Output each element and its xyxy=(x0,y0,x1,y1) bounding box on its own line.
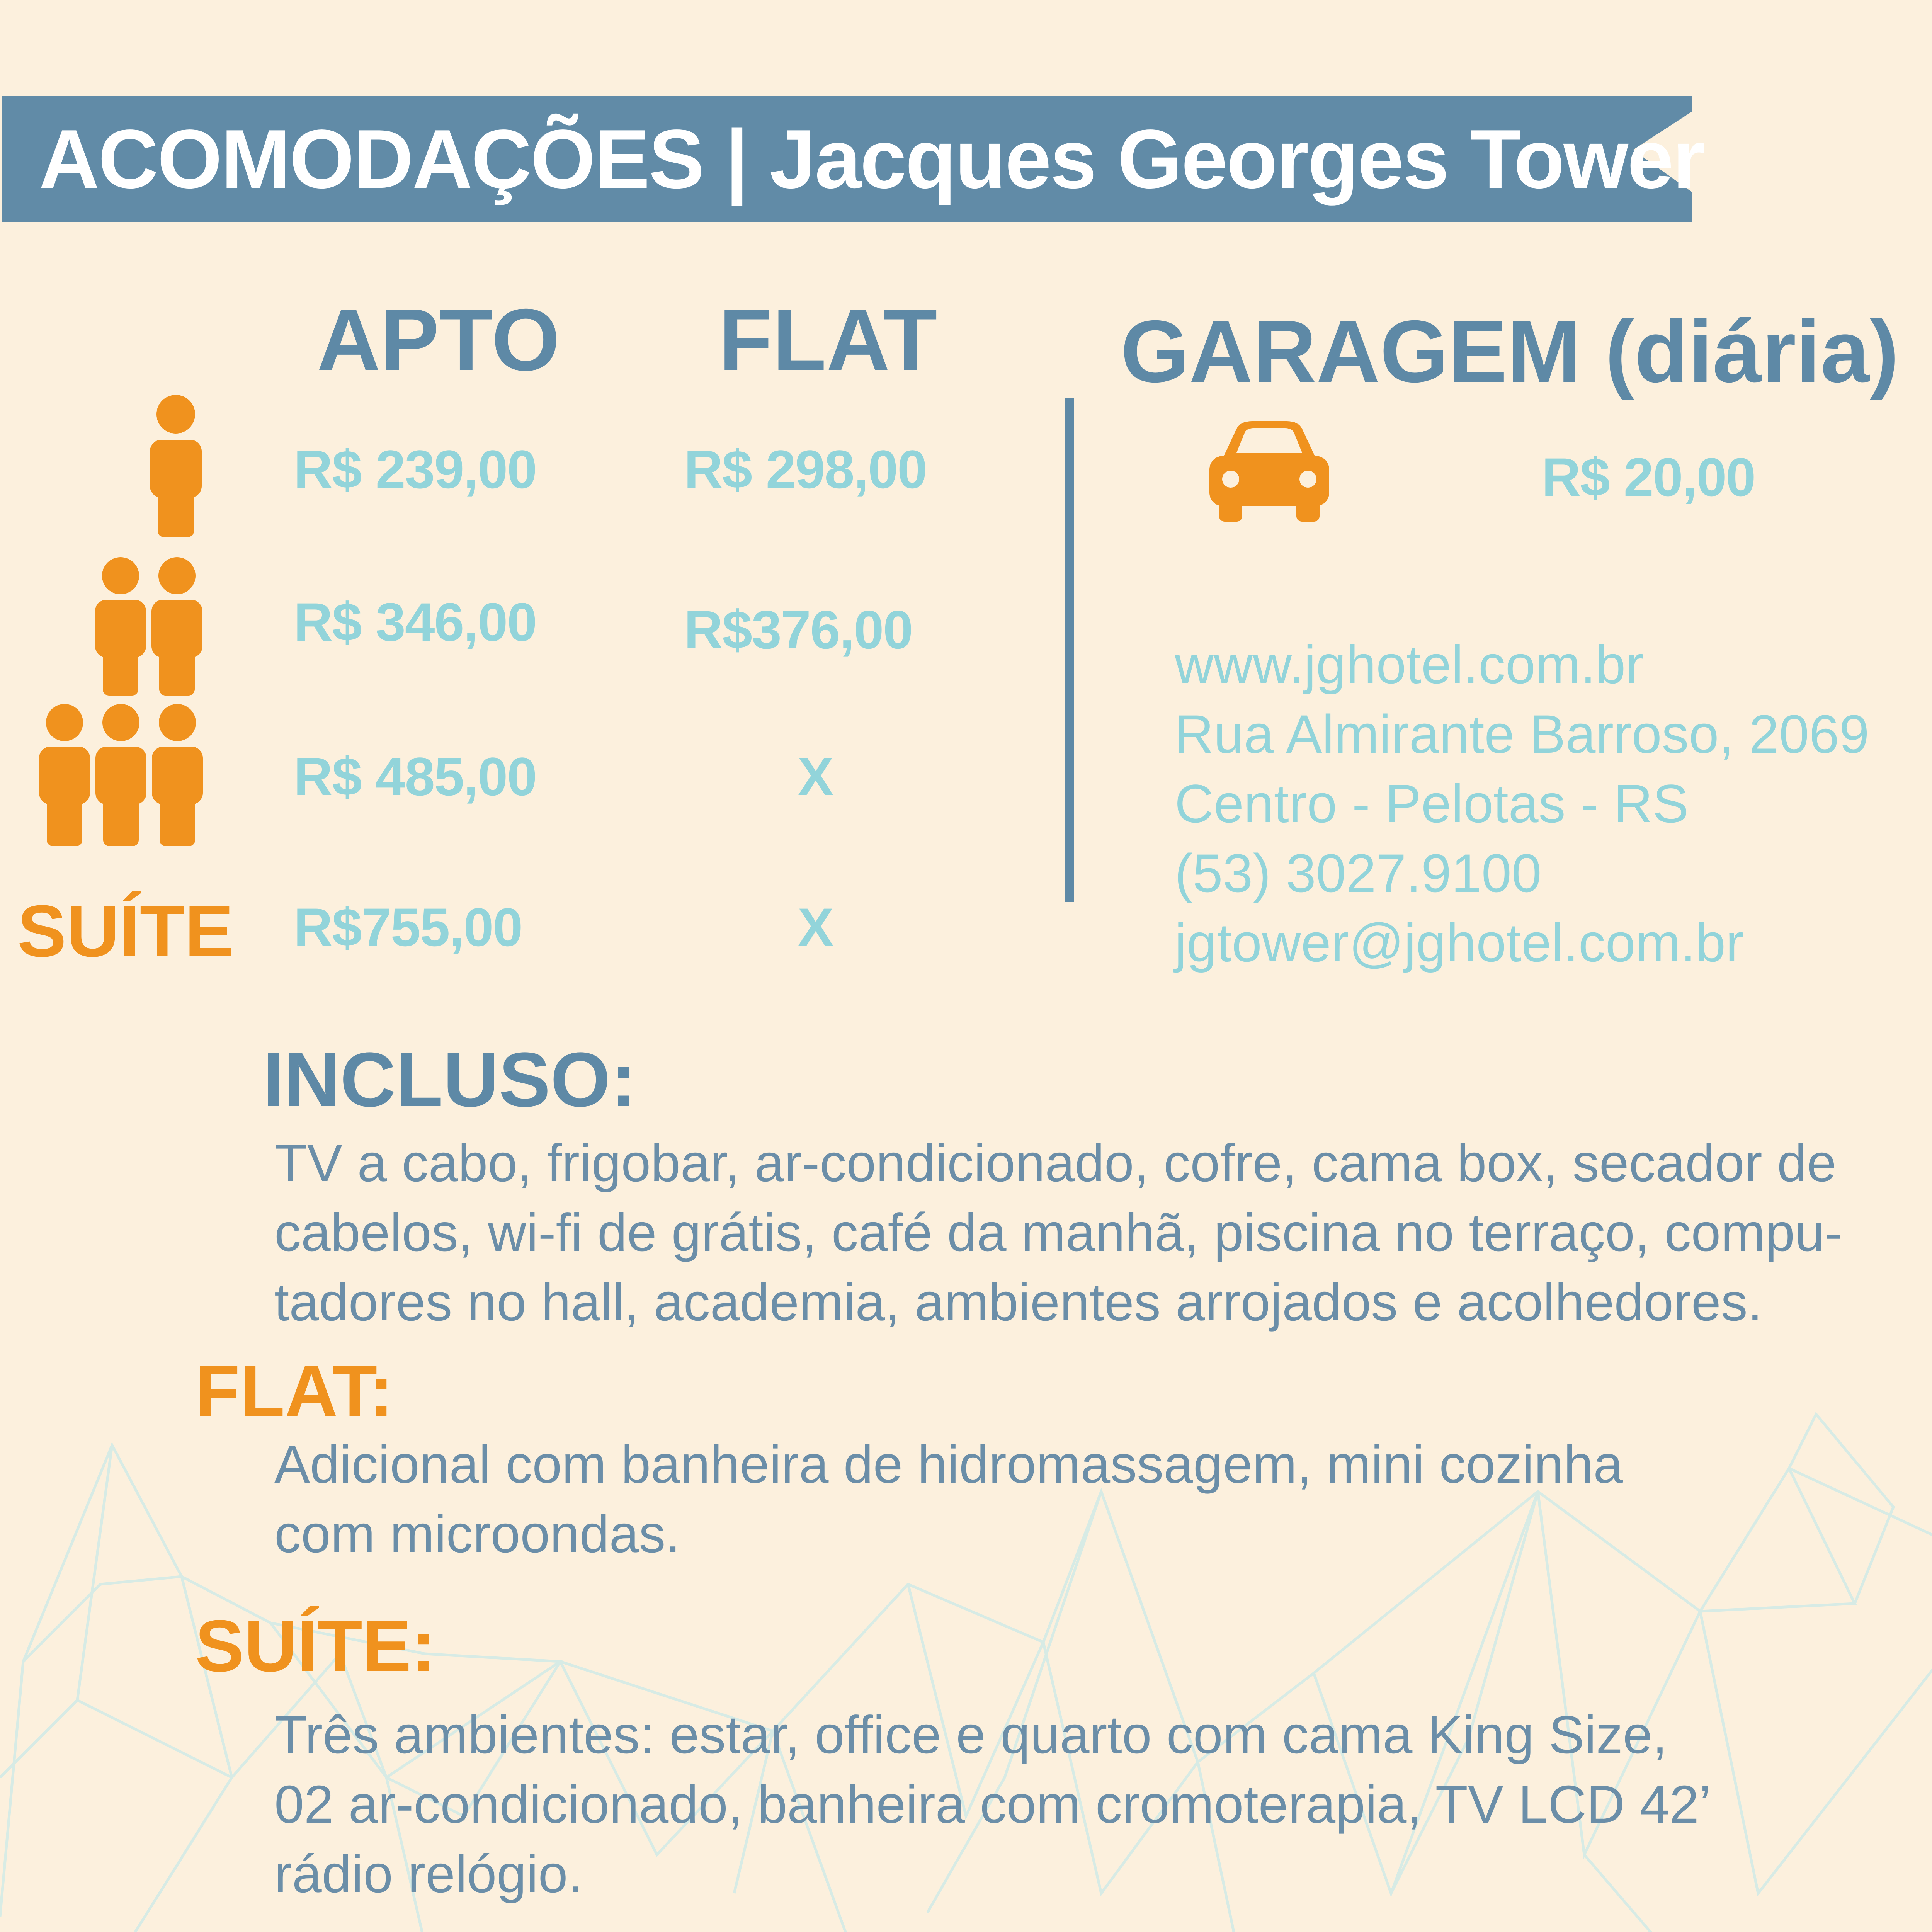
column-header-apto: APTO xyxy=(317,291,560,389)
title-banner xyxy=(2,96,1704,222)
incluso-line-1: TV a cabo, frigobar, ar-condicionado, cofre, cama box, secador de xyxy=(274,1133,1837,1193)
page-title: ACOMODAÇÕES | Jacques Georges Tower xyxy=(39,112,1704,206)
flat-line-1: Adicional com banheira de hidromassagem, mini cozinha xyxy=(274,1435,1623,1494)
suite-row-label: SUÍTE xyxy=(17,890,234,972)
column-header-garagem: GARAGEM (diária) xyxy=(1121,303,1899,401)
price-flat-suite: X xyxy=(798,897,833,957)
phone-number: (53) 3027.9100 xyxy=(1175,843,1542,903)
incluso-line-3: tadores no hall, academia, ambientes arrojados e acolhedores. xyxy=(274,1272,1762,1332)
website-link[interactable]: www.jghotel.com.br xyxy=(1175,634,1644,695)
price-apto-2: R$ 346,00 xyxy=(294,592,537,652)
price-flat-2: R$376,00 xyxy=(684,599,913,660)
price-apto-3: R$ 485,00 xyxy=(294,746,537,807)
price-apto-1: R$ 239,00 xyxy=(294,439,537,500)
two-people-icon xyxy=(93,556,205,696)
price-flat-3: X xyxy=(798,746,833,807)
column-divider xyxy=(1065,398,1074,902)
incluso-line-2: cabelos, wi-fi de grátis, café da manhã, piscina no terraço, compu- xyxy=(274,1203,1842,1262)
flat-heading: FLAT: xyxy=(195,1350,394,1432)
incluso-heading: INCLUSO: xyxy=(263,1037,636,1123)
suite-line-2: 02 ar-condicionado, banheira com cromoterapia, TV LCD 42’ xyxy=(274,1775,1711,1834)
car-icon xyxy=(1209,421,1329,522)
suite-line-1: Três ambientes: estar, office e quarto com cama King Size, xyxy=(274,1705,1668,1765)
suite-line-3: rádio relógio. xyxy=(274,1844,583,1904)
price-apto-suite: R$755,00 xyxy=(294,897,522,957)
one-person-icon xyxy=(147,394,205,537)
suite-heading: SUÍTE: xyxy=(195,1605,436,1687)
three-people-icon xyxy=(37,703,205,846)
address-line-2: Centro - Pelotas - RS xyxy=(1175,773,1689,834)
address-line-1: Rua Almirante Barroso, 2069 xyxy=(1175,704,1869,764)
flat-line-2: com microondas. xyxy=(274,1504,680,1564)
price-flat-1: R$ 298,00 xyxy=(684,439,927,500)
column-header-flat: FLAT xyxy=(719,291,937,389)
garage-price: R$ 20,00 xyxy=(1542,447,1755,507)
email-link[interactable]: jgtower@jghotel.com.br xyxy=(1175,912,1744,973)
